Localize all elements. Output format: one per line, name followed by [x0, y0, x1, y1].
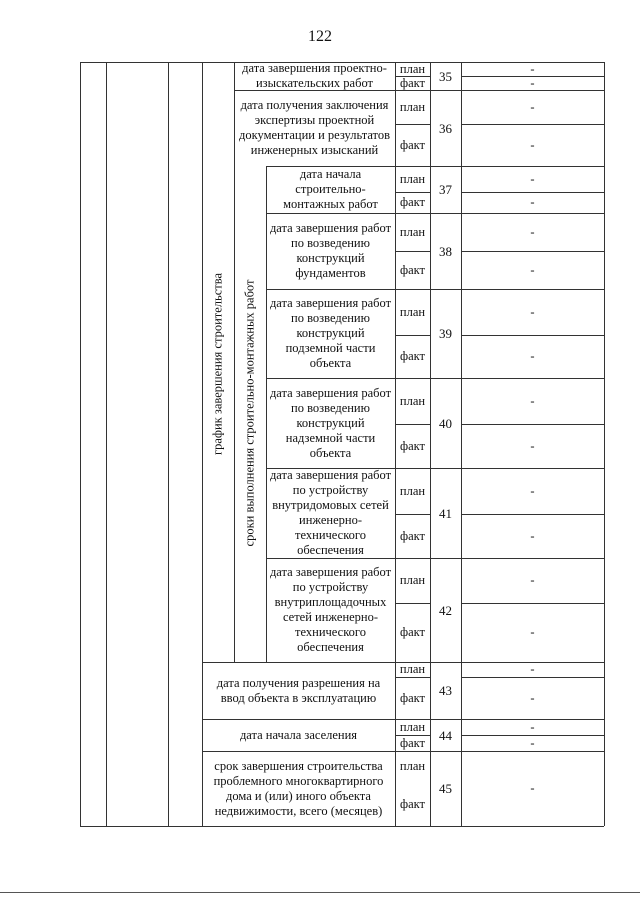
row-45-number: 45: [439, 781, 452, 796]
row-39-number: 39: [439, 326, 452, 341]
row-39-label: дата завершения работ по возведению конструкций подземной части объекта: [269, 296, 392, 370]
row-38-label: дата завершения работ по возведению конструкций фундаментов: [269, 221, 392, 280]
row-36-plan-value: -: [530, 99, 535, 114]
row-45-fact-label: факт: [399, 796, 426, 811]
row-44-fact-label: факт: [399, 735, 426, 750]
table-bottom-border: [80, 826, 604, 827]
row-45-value: -: [530, 781, 535, 795]
row-39-plan-value: -: [530, 304, 535, 319]
row-37-fact-label: факт: [399, 195, 426, 209]
row-40-number: 40: [439, 415, 452, 431]
column-rule: [266, 166, 267, 662]
row-41-plan-value: -: [530, 483, 535, 498]
row-36-plan-label: план: [399, 99, 426, 114]
row-44-plan-value: -: [530, 719, 535, 734]
row-36-label: дата получения заключения экспертизы проектной документации и результатов инженерных изысканий: [239, 98, 390, 157]
column-rule: [202, 62, 203, 826]
row-41-plan-label: план: [399, 483, 426, 498]
row-35-fact-label: факт: [399, 75, 426, 90]
row-35-number: 35: [439, 68, 452, 84]
row-42-fact-label: факт: [399, 625, 426, 639]
row-35-plan-value: -: [530, 61, 535, 76]
row-43-fact-value: -: [530, 690, 535, 705]
row-42-plan-value: -: [530, 573, 535, 587]
page-number: 122: [308, 28, 332, 45]
row-40-fact-value: -: [530, 438, 535, 453]
row-40-fact-label: факт: [399, 438, 426, 453]
row-45-label: срок завершения строительства проблемного многоквартирного дома и (или) иного объекта недвижимости, всего (месяцев): [213, 758, 384, 818]
row-35-plan-label: план: [399, 61, 426, 76]
group-label-construction-schedule: график завершения строительства: [210, 272, 225, 456]
row-44-plan-label: план: [399, 719, 426, 734]
row-44-fact-value: -: [530, 735, 535, 750]
row-35-label: дата завершения проектно-изыскательских работ: [242, 61, 387, 90]
row-37-fact-value: -: [530, 195, 535, 209]
row-41-fact-value: -: [530, 528, 535, 543]
table-right-border: [604, 62, 605, 826]
row-40-plan-value: -: [530, 393, 535, 408]
row-39-fact-value: -: [530, 349, 535, 363]
row-37-number: 37: [439, 182, 452, 197]
column-rule: [106, 62, 107, 826]
column-rule: [234, 62, 235, 662]
row-39-plan-label: план: [399, 304, 426, 319]
column-rule: [168, 62, 169, 826]
row-43-number: 43: [439, 683, 452, 698]
group-label-construction-works-terms: сроки выполнения строительно-монтажных работ: [242, 279, 257, 547]
row-38-fact-label: факт: [399, 262, 426, 277]
row-44-label: дата начала заселения: [239, 727, 358, 742]
row-41-number: 41: [439, 505, 452, 521]
row-43-plan-value: -: [530, 662, 535, 676]
row-42-label: дата завершения работ по устройству внутриплощадочных сетей инженерно-технического обеспечения: [269, 565, 392, 654]
row-37-label: дата начала строительно-монтажных работ: [283, 167, 378, 211]
row-40-label: дата завершения работ по возведению конструкций надземной части объекта: [269, 385, 392, 460]
row-42-fact-value: -: [530, 625, 535, 639]
row-41-label: дата завершения работ по устройству внутридомовых сетей инженерно-технического обеспечения: [269, 468, 392, 557]
row-43-plan-label: план: [399, 662, 426, 676]
row-39-fact-label: факт: [399, 349, 426, 363]
row-43-fact-label: факт: [399, 690, 426, 705]
row-36-number: 36: [439, 120, 452, 136]
row-36-fact-label: факт: [399, 137, 426, 152]
row-45-plan-label: план: [399, 759, 426, 773]
row-38-plan-label: план: [399, 224, 426, 239]
row-42-number: 42: [439, 602, 452, 618]
row-41-fact-label: факт: [399, 528, 426, 543]
row-40-plan-label: план: [399, 393, 426, 408]
row-37-plan-label: план: [399, 171, 426, 186]
row-43-label: дата получения разрешения на ввод объекта в эксплуатацию: [216, 675, 381, 705]
row-38-fact-value: -: [530, 262, 535, 277]
row-38-plan-value: -: [530, 224, 535, 239]
row-38-number: 38: [439, 243, 452, 259]
page-bottom-rule: [0, 892, 640, 893]
row-44-number: 44: [439, 727, 452, 743]
column-rule: [80, 62, 81, 826]
row-37-plan-value: -: [530, 171, 535, 186]
row-36-fact-value: -: [530, 137, 535, 152]
row-42-plan-label: план: [399, 573, 426, 587]
row-35-fact-value: -: [530, 75, 535, 90]
